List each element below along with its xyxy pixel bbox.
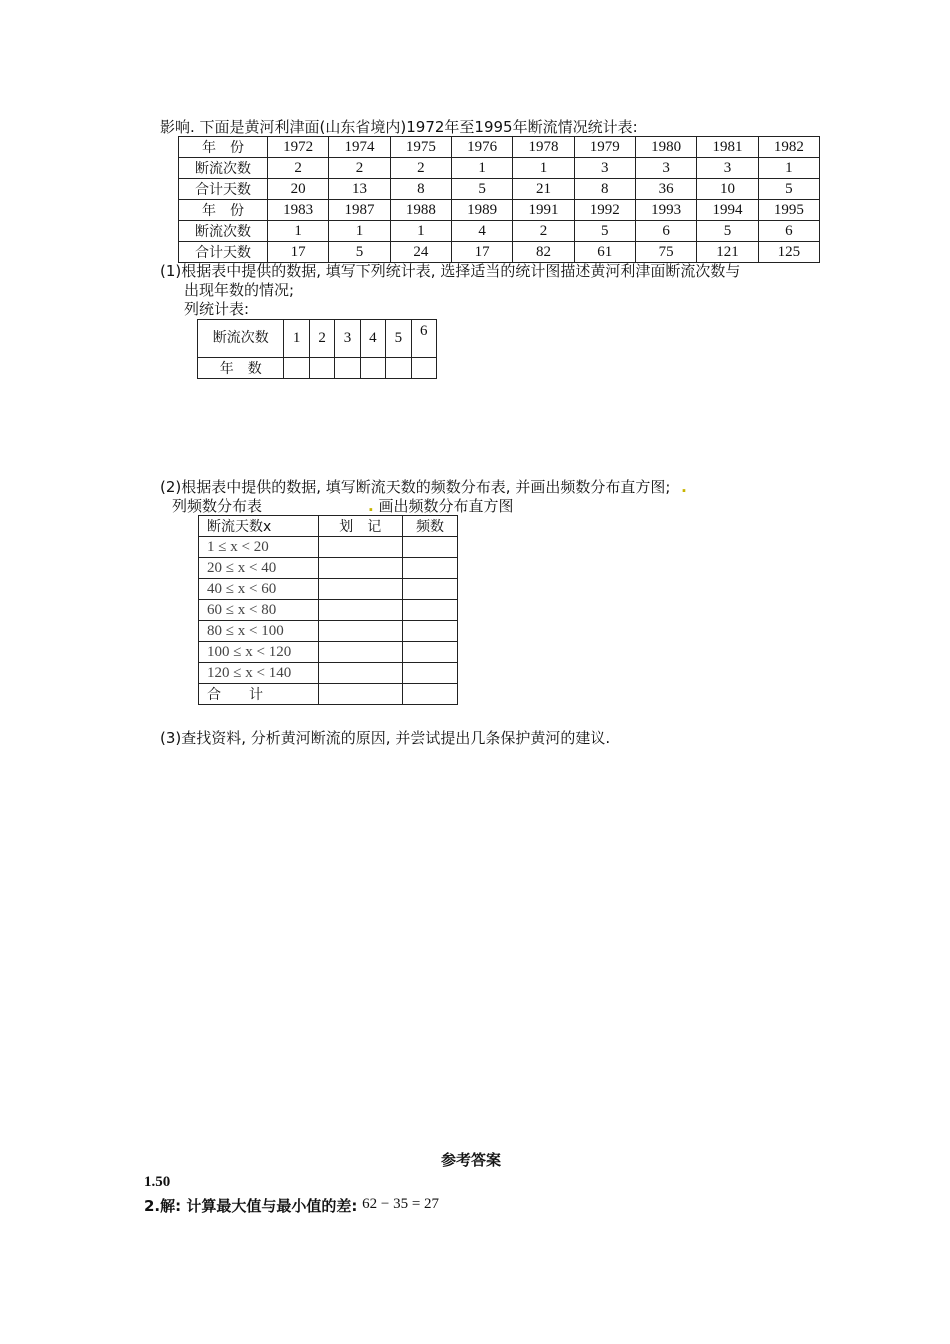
flow-table-cell: 1	[513, 158, 574, 179]
q2-caption-right-wrap	[368, 497, 514, 515]
count-header-label	[198, 320, 284, 358]
flow-table-cell: 1991	[513, 200, 574, 221]
freq-count-cell[interactable]	[402, 663, 457, 684]
flow-table-cell: 3	[574, 158, 635, 179]
flow-table-cell: 5	[697, 221, 758, 242]
freq-table-row	[199, 558, 458, 579]
freq-table-row	[199, 579, 458, 600]
q1-line2: 出现年数的情况;	[184, 281, 295, 299]
flow-table-cell: 5	[451, 179, 512, 200]
flow-table-cell: 1994	[697, 200, 758, 221]
count-col-6: 6	[411, 320, 436, 358]
flow-table-cell: 1982	[758, 137, 819, 158]
frequency-table	[198, 515, 458, 705]
decorative-dot-icon: .	[368, 497, 374, 515]
decorative-dot-icon: .	[681, 478, 687, 496]
q2-line1-text: (2)根据表中提供的数据, 填写断流天数的频数分布表, 并画出频数分布直方图;	[160, 478, 671, 496]
q1-line1: (1)根据表中提供的数据, 填写下列统计表, 选择适当的统计图描述黄河利津面断流次数与	[160, 262, 741, 280]
flow-table-cell: 2	[390, 158, 451, 179]
flow-table-cell: 3	[697, 158, 758, 179]
freq-tally-cell[interactable]	[318, 558, 402, 579]
flow-table-cell: 1988	[390, 200, 451, 221]
freq-tally-cell[interactable]	[318, 621, 402, 642]
flow-table-cell: 21	[513, 179, 574, 200]
flow-table-cell: 36	[635, 179, 696, 200]
freq-header-count: 频数	[402, 516, 457, 537]
q2-caption-right: 画出频数分布直方图	[378, 497, 514, 515]
answer-2-formula: 62 − 35 = 27	[362, 1196, 440, 1212]
flow-table-cell: 61	[574, 242, 635, 263]
flow-table-cell: 1975	[390, 137, 451, 158]
freq-total-label: 合 计	[199, 684, 319, 705]
flow-table-cell: 1981	[697, 137, 758, 158]
flow-table-row	[179, 200, 820, 221]
freq-tally-cell[interactable]	[318, 642, 402, 663]
flow-table-cell: 24	[390, 242, 451, 263]
flow-table-cell: 4	[451, 221, 512, 242]
q2-caption-left: 列频数分布表	[172, 497, 263, 515]
freq-total-count[interactable]	[402, 684, 457, 705]
flow-table-cell: 13	[329, 179, 390, 200]
flow-table-cell: 8	[390, 179, 451, 200]
intro-text: 影响. 下面是黄河利津面(山东省境内)1972年至1995年断流情况统计表:	[160, 118, 638, 136]
freq-range: 100 ≤ x < 120	[199, 642, 319, 663]
flow-table-cell: 1979	[574, 137, 635, 158]
freq-tally-cell[interactable]	[318, 600, 402, 621]
freq-table-row	[199, 537, 458, 558]
flow-table-cell: 1993	[635, 200, 696, 221]
freq-range: 1 ≤ x < 20	[199, 537, 319, 558]
flow-table-cell: 6	[635, 221, 696, 242]
years-cell[interactable]	[335, 358, 360, 379]
flow-table-cell: 1995	[758, 200, 819, 221]
flow-table-cell: 1987	[329, 200, 390, 221]
flow-table-cell: 75	[635, 242, 696, 263]
flow-table-row	[179, 158, 820, 179]
years-cell[interactable]	[284, 358, 309, 379]
freq-count-cell[interactable]	[402, 558, 457, 579]
flow-table-cell: 8	[574, 179, 635, 200]
count-col-4: 4	[360, 320, 385, 358]
flow-row-label: 断流次数	[179, 158, 268, 179]
freq-total-tally[interactable]	[318, 684, 402, 705]
freq-count-cell[interactable]	[402, 642, 457, 663]
freq-header-tally: 划 记	[318, 516, 402, 537]
years-cell[interactable]	[386, 358, 411, 379]
flow-table-cell: 1980	[635, 137, 696, 158]
freq-count-cell[interactable]	[402, 621, 457, 642]
flow-table-cell: 1	[758, 158, 819, 179]
flow-table-cell: 1978	[513, 137, 574, 158]
flow-table-row	[179, 221, 820, 242]
q2-line1	[160, 478, 687, 496]
answer-2-line	[144, 1197, 439, 1216]
flow-row-label: 断流次数	[179, 221, 268, 242]
flow-table-cell: 2	[329, 158, 390, 179]
flow-table-cell: 1	[390, 221, 451, 242]
freq-range: 120 ≤ x < 140	[199, 663, 319, 684]
flow-table-cell: 1974	[329, 137, 390, 158]
freq-table-row	[199, 642, 458, 663]
freq-tally-cell[interactable]	[318, 579, 402, 600]
flow-table-cell: 121	[697, 242, 758, 263]
flow-table-cell: 17	[451, 242, 512, 263]
years-cell[interactable]	[360, 358, 385, 379]
flow-table-cell: 1992	[574, 200, 635, 221]
flow-table-cell: 1	[268, 221, 329, 242]
count-header-text: 断流次数	[212, 330, 269, 346]
q1-table-caption: 列统计表:	[184, 300, 250, 318]
count-col-1: 1	[284, 320, 309, 358]
flow-table-cell: 1972	[268, 137, 329, 158]
q3-line1: (3)查找资料, 分析黄河断流的原因, 并尝试提出几条保护黄河的建议.	[160, 729, 611, 747]
freq-table-row	[199, 600, 458, 621]
flow-row-label: 合计天数	[179, 179, 268, 200]
count-col-2: 2	[309, 320, 334, 358]
flow-table-row	[179, 242, 820, 263]
freq-count-cell[interactable]	[402, 579, 457, 600]
freq-count-cell[interactable]	[402, 537, 457, 558]
flow-table-cell: 2	[268, 158, 329, 179]
flow-table-cell: 82	[513, 242, 574, 263]
freq-table-row	[199, 621, 458, 642]
flow-table-cell: 125	[758, 242, 819, 263]
freq-tally-cell[interactable]	[318, 537, 402, 558]
count-col-3: 3	[335, 320, 360, 358]
freq-range: 80 ≤ x < 100	[199, 621, 319, 642]
answer-2-label: 2.解: 计算最大值与最小值的差:	[144, 1197, 358, 1215]
flow-cutoff-table	[178, 136, 820, 263]
flow-table-cell: 6	[758, 221, 819, 242]
flow-row-label: 合计天数	[179, 242, 268, 263]
flow-table-cell: 3	[635, 158, 696, 179]
years-cell[interactable]	[309, 358, 334, 379]
flow-table-cell: 17	[268, 242, 329, 263]
freq-range: 60 ≤ x < 80	[199, 600, 319, 621]
flow-table-cell: 1	[451, 158, 512, 179]
years-cell[interactable]	[411, 358, 436, 379]
answers-title: 参考答案	[441, 1151, 502, 1169]
freq-tally-cell[interactable]	[318, 663, 402, 684]
flow-table-cell: 1989	[451, 200, 512, 221]
flow-table-cell: 10	[697, 179, 758, 200]
freq-count-cell[interactable]	[402, 600, 457, 621]
freq-range: 20 ≤ x < 40	[199, 558, 319, 579]
flow-table-cell: 5	[329, 242, 390, 263]
flow-table-cell: 1976	[451, 137, 512, 158]
flow-table-cell: 1	[329, 221, 390, 242]
flow-row-label: 年 份	[179, 137, 268, 158]
count-col-5: 5	[386, 320, 411, 358]
years-row-label: 年 数	[198, 358, 284, 379]
flow-row-label: 年 份	[179, 200, 268, 221]
flow-table-row	[179, 179, 820, 200]
flow-table-cell: 20	[268, 179, 329, 200]
freq-range: 40 ≤ x < 60	[199, 579, 319, 600]
freq-table-row	[199, 663, 458, 684]
flow-table-cell: 2	[513, 221, 574, 242]
flow-table-row	[179, 137, 820, 158]
answer-1: 1.50	[144, 1174, 171, 1190]
flow-table-cell: 1983	[268, 200, 329, 221]
flow-table-cell: 5	[574, 221, 635, 242]
freq-header-days: 断流天数x	[199, 516, 319, 537]
flow-table-cell: 5	[758, 179, 819, 200]
count-years-table	[197, 319, 437, 379]
